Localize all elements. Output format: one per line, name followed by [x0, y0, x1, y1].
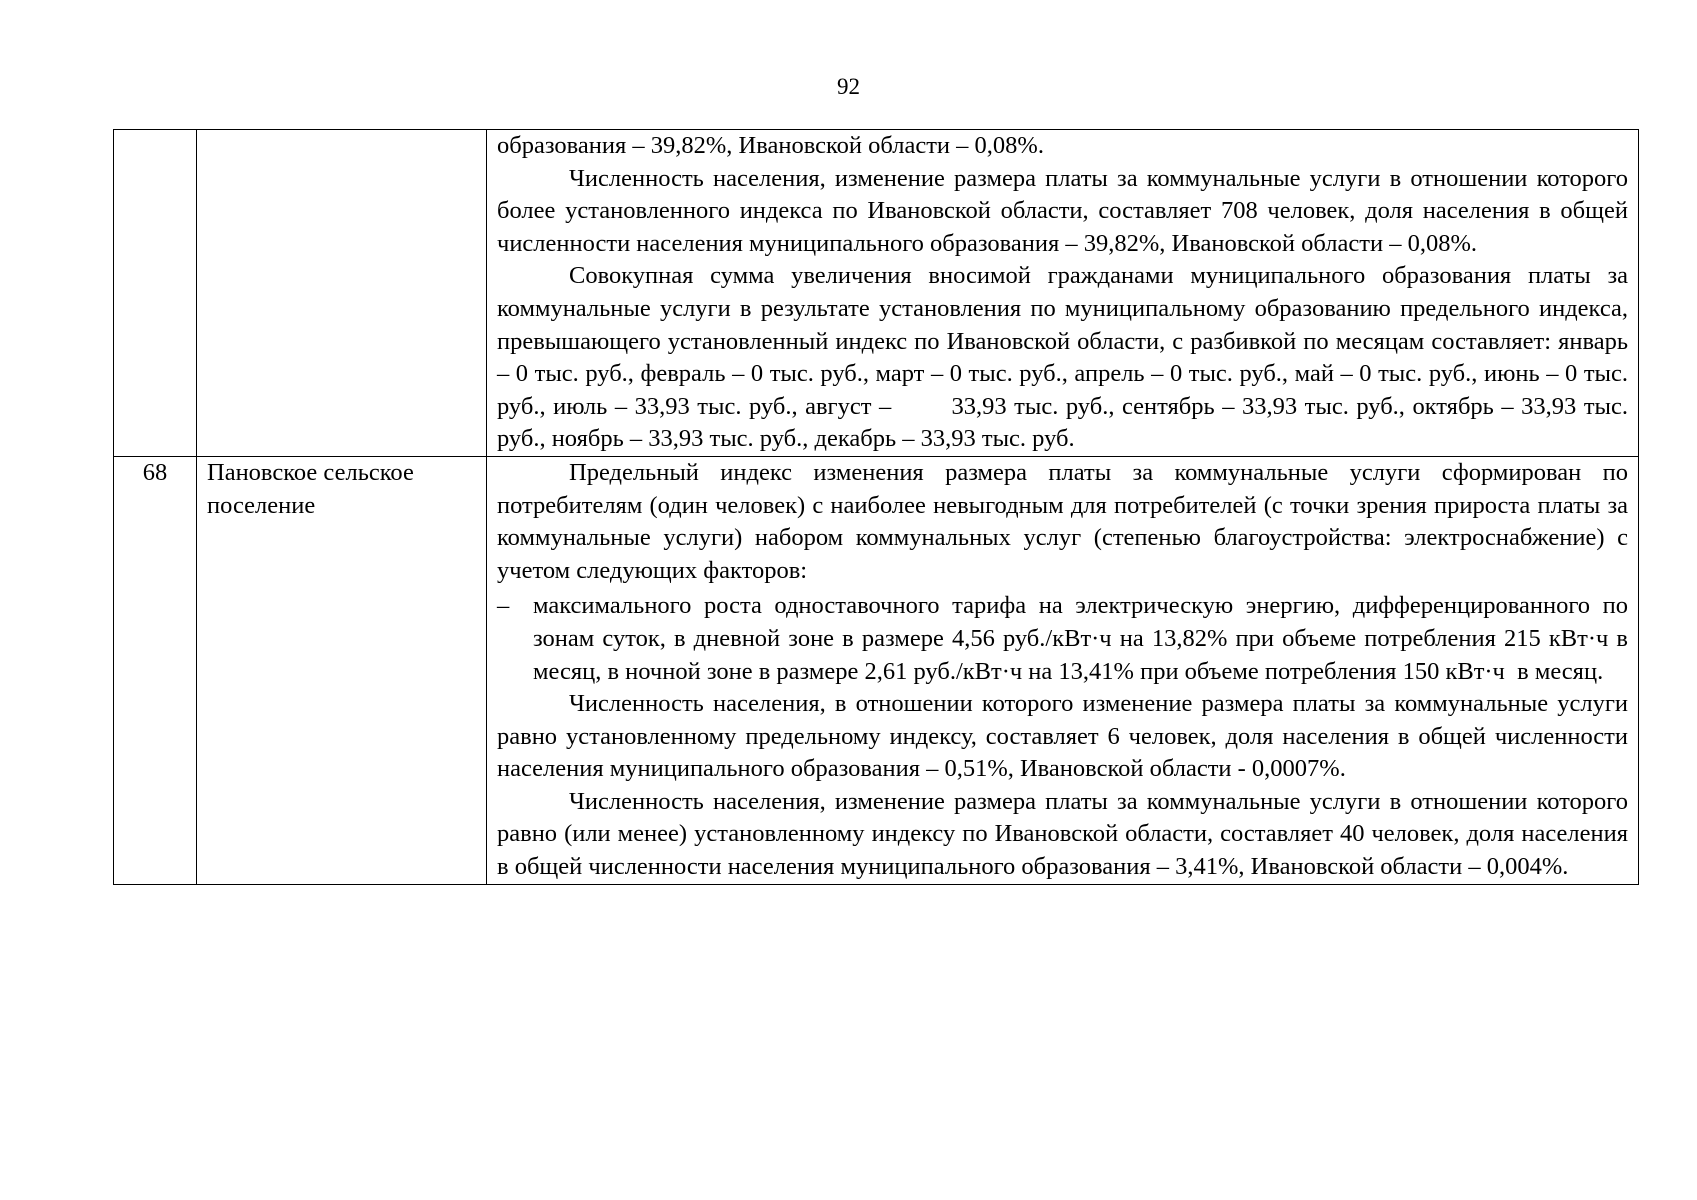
paragraph: Численность населения, изменение размера платы за коммунальные услуги в отношении которого более установленного индекса по Ивановской области, составляет 708 человек, доля населения в общей численности населения муниципального образования – 39,82%, Ивановской области – 0,08%. [497, 164, 1628, 257]
municipality-name-cell: Пановское сельское поселение [197, 456, 487, 884]
municipality-name-cell [197, 130, 487, 457]
paragraph: Предельный индекс изменения размера платы за коммунальные услуги сформирован по потребителям (один человек) с наиболее невыгодным для потребителей (с точки зрения прироста платы за коммунальные услуги) набором коммунальных услуг (степенью благоустройства: электроснабжение) с учетом следующих факторов: [497, 458, 1628, 584]
list-item-text: максимального роста одноставочного тарифа на электрическую энергию, дифференцированного по зонам суток, в дневной зоне в размере 4,56 руб./кВт·ч на 13,82% при объеме потребления 215 кВт·ч в месяц, в ночной зоне в размере 2,61 руб./кВт·ч на 13,41% при объеме потребления 150 кВт·ч в месяц. [533, 592, 1635, 685]
table-row [114, 130, 1639, 457]
table-row [114, 456, 1639, 884]
document-table [113, 129, 1639, 885]
dash-bullet: – [497, 592, 510, 620]
paragraph: Численность населения, в отношении которого изменение размера платы за коммунальные услуги равно установленному предельному индексу, составляет 6 человек, доля населения в общей численности населения муниципального образования – 0,51%, Ивановской области - 0,0007%. [497, 690, 1628, 783]
row-number-cell: 68 [114, 456, 197, 884]
paragraph: Численность населения, изменение размера платы за коммунальные услуги в отношении которого равно (или менее) установленному индексу по Ивановской области, составляет 40 человек, доля населения в общей численности населения муниципального образования – 3,41%, Ивановской области – 0,004%. [497, 787, 1628, 881]
description-cell [487, 456, 1639, 884]
page-number: 92 [837, 74, 860, 99]
paragraph: Совокупная сумма увеличения вносимой гражданами муниципального образования платы за коммунальные услуги в результате установления по муниципальному образованию предельного индекса, превышающего установленный индекс по Ивановской области, с разбивкой по месяцам составляет: январь – 0 тыс. руб., февраль – 0 тыс. руб., март – 0 тыс. руб., апрель – 0 тыс. руб., май – 0 тыс. руб., июнь – 0 тыс. руб., июль – 33,93 тыс. руб., август – 33,93 тыс. руб., сентябрь – 33,93 тыс. руб., октябрь – 33,93 тыс. руб., ноябрь – 33,93 тыс. руб., декабрь – 33,93 тыс. руб. [497, 262, 1635, 453]
row-number-cell [114, 130, 197, 457]
paragraph: образования – 39,82%, Ивановской области – 0,08%. [497, 132, 1044, 159]
description-cell [487, 130, 1639, 457]
list-item [497, 590, 1635, 688]
